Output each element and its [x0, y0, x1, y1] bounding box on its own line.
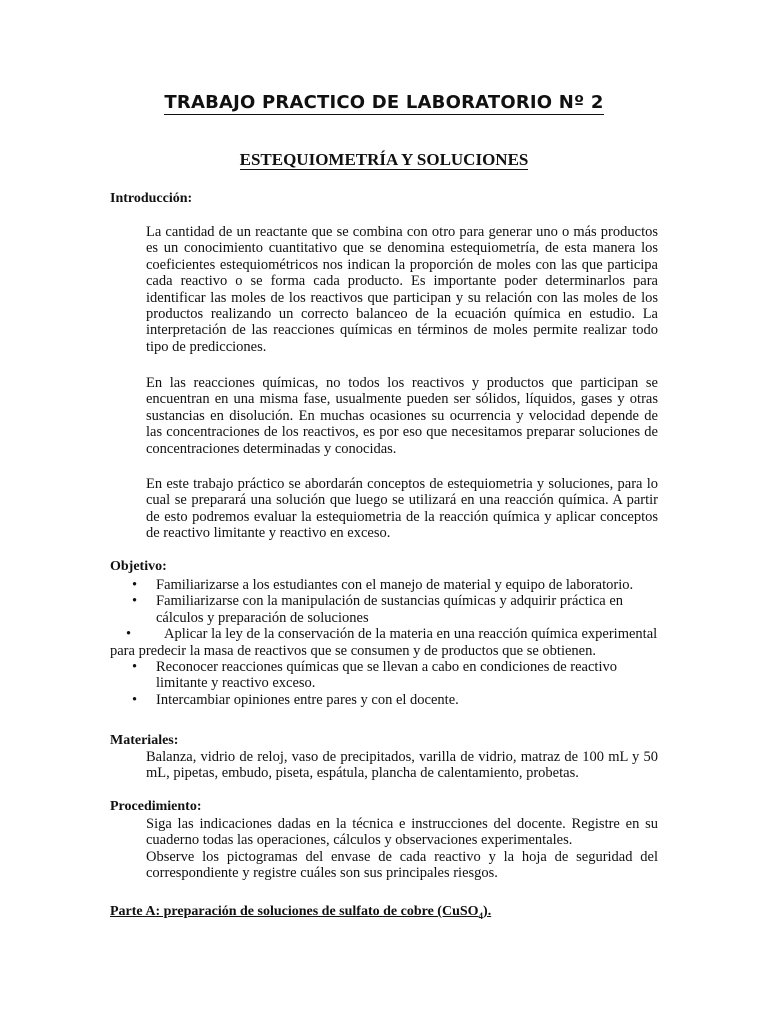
- introduccion-paragraph-1: La cantidad de un reactante que se combina con otro para generar uno o más productos es un conocimiento cuantitativo que se denomina estequiometría, de esta manera los coeficientes estequiométricos nos indican la proporción de moles con las que participa cada reactivo o se forma cada producto. Es importante poder determinarlos para identificar las moles de los reactivos que participan y su relación con las moles de los productos realizando un correcto balanceo de la ecuación química en estudio. La interpretación de las reacciones químicas en términos de moles permite realizar todo tipo de predicciones.: [146, 224, 658, 355]
- list-item: [110, 577, 670, 593]
- list-item: [110, 593, 670, 626]
- procedimiento-text-1: Siga las indicaciones dadas en la técnica e instrucciones del docente. Registre en su cuaderno todas las operaciones, cálculos y observaciones experimentales.: [146, 816, 658, 849]
- objetivo-list: [110, 577, 670, 708]
- introduccion-heading: Introducción:: [110, 191, 193, 206]
- procedimiento-text-2: Observe los pictogramas del envase de cada reactivo y la hoja de seguridad del correspondiente y registre cuáles son sus principales riesgos.: [146, 849, 658, 882]
- parte-a-heading-end: ).: [483, 904, 492, 919]
- document-subtitle: [0, 150, 768, 170]
- list-item: [110, 626, 670, 659]
- objetivo-item-continuation: para predecir la masa de reactivos que se consumen y de productos que se obtienen.: [110, 642, 596, 659]
- introduccion-paragraph-3: En este trabajo práctico se abordarán conceptos de estequiometria y soluciones, para lo cual se preparará una solución que luego se utilizará en una reacción química. A partir de esto podremos evaluar la estequiometria de la reacción química y aplicar conceptos de reactivo limitante y reactivo en exceso.: [146, 476, 658, 542]
- introduccion-paragraph-2: En las reacciones químicas, no todos los reactivos y productos que participan se encuentran en una misma fase, usualmente pueden ser sólidos, líquidos, gases y otras sustancias en disolución. En muchas ocasiones su ocurrencia y velocidad depende de las concentraciones de los reactivos, es por eso que necesitamos preparar soluciones de concentraciones determinadas y conocidas.: [146, 375, 658, 457]
- objetivo-heading: Objetivo:: [110, 559, 167, 574]
- materiales-text: Balanza, vidrio de reloj, vaso de precipitados, varilla de vidrio, matraz de 100 mL y 50 mL, pipetas, embudo, piseta, espátula, plancha de calentamiento, probetas.: [146, 749, 658, 782]
- objetivo-item-text: Aplicar la ley de la conservación de la materia en una reacción química experimental: [164, 626, 658, 643]
- list-item: [110, 659, 670, 692]
- materiales-heading: Materiales:: [110, 733, 179, 748]
- parte-a-heading-text: Parte A: preparación de soluciones de sulfato de cobre (CuSO: [110, 904, 479, 919]
- objetivo-item-text: Familiarizarse con la manipulación de sustancias químicas y adquirir práctica en cálculos y preparación de soluciones: [156, 593, 624, 626]
- procedimiento-heading: Procedimiento:: [110, 799, 202, 814]
- bullet-icon: •: [132, 577, 138, 593]
- document-subtitle-text: ESTEQUIOMETRÍA Y SOLUCIONES: [239, 150, 529, 169]
- parte-a-subscript: 4: [478, 910, 484, 921]
- document-title-text: TRABAJO PRACTICO DE LABORATORIO Nº 2: [164, 92, 604, 113]
- objetivo-item-text: Intercambiar opiniones entre pares y con el docente.: [156, 691, 459, 708]
- bullet-icon: •: [132, 659, 138, 676]
- bullet-icon: •: [132, 593, 138, 610]
- bullet-icon: •: [132, 691, 138, 708]
- list-item: [110, 692, 670, 708]
- document-title: [0, 92, 768, 115]
- parte-a-heading: [110, 904, 491, 921]
- bullet-icon: •: [126, 626, 132, 643]
- objetivo-item-text: Reconocer reacciones químicas que se llevan a cabo en condiciones de reactivo limitante y reactivo exceso.: [156, 659, 617, 692]
- objetivo-item-text: Familiarizarse a los estudiantes con el manejo de material y equipo de laboratorio.: [156, 577, 634, 593]
